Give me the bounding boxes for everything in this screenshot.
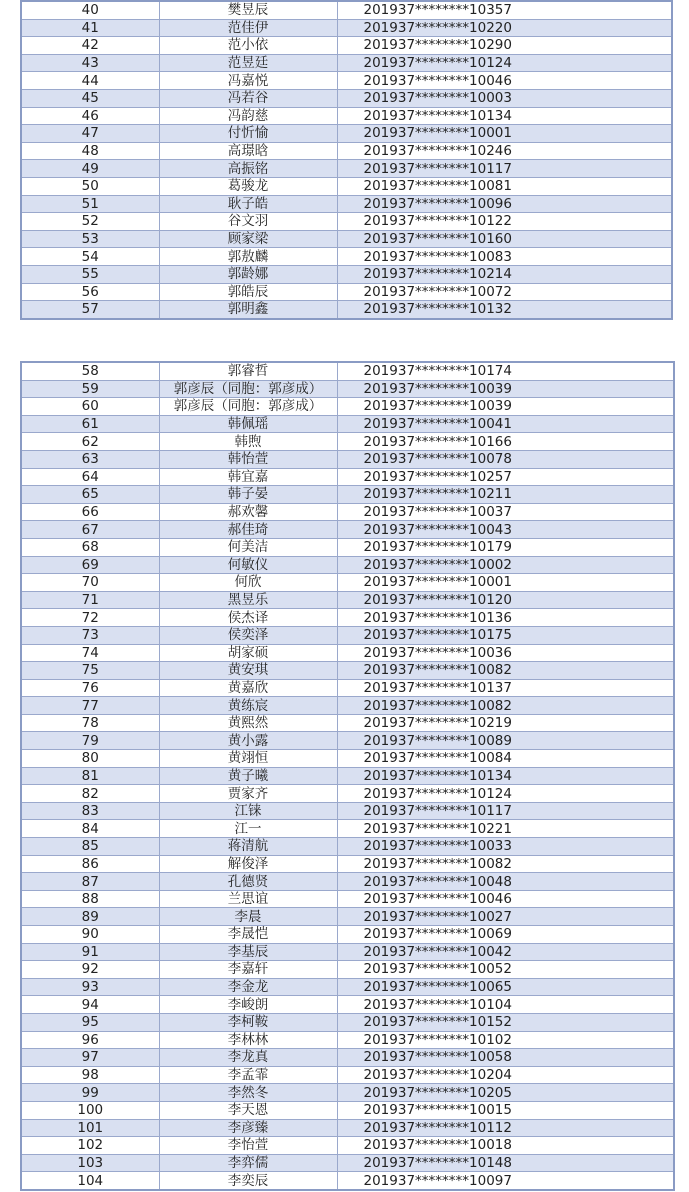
- student-id: 201937********10078: [337, 450, 674, 468]
- student-id: 201937********10083: [337, 248, 672, 266]
- row-number: 46: [21, 107, 159, 125]
- table-row: [21, 160, 672, 178]
- student-id: 201937********10027: [337, 908, 674, 926]
- student-name: 黄嘉欣: [159, 679, 337, 697]
- student-id: 201937********10039: [337, 380, 674, 398]
- row-number: 61: [21, 415, 159, 433]
- row-number: 47: [21, 125, 159, 143]
- student-name: 韩煦: [159, 433, 337, 451]
- student-name: 葛骏龙: [159, 177, 337, 195]
- student-name: 冯若谷: [159, 89, 337, 107]
- table-row: [21, 521, 674, 539]
- student-name: 解俊泽: [159, 855, 337, 873]
- table-row: [21, 1, 672, 19]
- student-id: 201937********10257: [337, 468, 674, 486]
- table-row: [21, 72, 672, 90]
- student-id: 201937********10089: [337, 732, 674, 750]
- row-number: 90: [21, 926, 159, 944]
- student-name: 李晟恺: [159, 926, 337, 944]
- student-id: 201937********10084: [337, 750, 674, 768]
- student-list-table-2: [20, 361, 675, 1191]
- student-id: 201937********10097: [337, 1172, 674, 1190]
- student-id: 201937********10001: [337, 125, 672, 143]
- student-name: 冯嘉悦: [159, 72, 337, 90]
- student-id: 201937********10357: [337, 1, 672, 19]
- student-id: 201937********10205: [337, 1084, 674, 1102]
- student-id: 201937********10003: [337, 89, 672, 107]
- student-name: 兰思谊: [159, 890, 337, 908]
- row-number: 92: [21, 961, 159, 979]
- row-number: 45: [21, 89, 159, 107]
- student-name: 李孟霏: [159, 1066, 337, 1084]
- table-row: [21, 767, 674, 785]
- row-number: 101: [21, 1119, 159, 1137]
- student-name: 李龙真: [159, 1049, 337, 1067]
- student-id: 201937********10160: [337, 230, 672, 248]
- student-name: 郝佳琦: [159, 521, 337, 539]
- student-name: 何美洁: [159, 538, 337, 556]
- table-2-body: [21, 362, 674, 1190]
- table-row: [21, 54, 672, 72]
- table-row: [21, 908, 674, 926]
- row-number: 85: [21, 838, 159, 856]
- student-name: 付忻愉: [159, 125, 337, 143]
- table-row: [21, 380, 674, 398]
- table-row: [21, 486, 674, 504]
- row-number: 42: [21, 37, 159, 55]
- student-name: 江铼: [159, 802, 337, 820]
- student-id: 201937********10048: [337, 873, 674, 891]
- table-row: [21, 230, 672, 248]
- table-row: [21, 1101, 674, 1119]
- student-name: 何欣: [159, 574, 337, 592]
- row-number: 40: [21, 1, 159, 19]
- table-row: [21, 248, 672, 266]
- student-id: 201937********10046: [337, 890, 674, 908]
- row-number: 43: [21, 54, 159, 72]
- row-number: 96: [21, 1031, 159, 1049]
- student-id: 201937********10112: [337, 1119, 674, 1137]
- student-name: 李天恩: [159, 1101, 337, 1119]
- row-number: 83: [21, 802, 159, 820]
- student-name: 耿子皓: [159, 195, 337, 213]
- table-row: [21, 644, 674, 662]
- table-row: [21, 1066, 674, 1084]
- table-row: [21, 1172, 674, 1190]
- row-number: 63: [21, 450, 159, 468]
- student-id: 201937********10246: [337, 142, 672, 160]
- student-id: 201937********10211: [337, 486, 674, 504]
- student-name: 黄翊恒: [159, 750, 337, 768]
- row-number: 97: [21, 1049, 159, 1067]
- student-id: 201937********10096: [337, 195, 672, 213]
- table-row: [21, 213, 672, 231]
- student-name: 李彦臻: [159, 1119, 337, 1137]
- table-row: [21, 662, 674, 680]
- student-id: 201937********10082: [337, 697, 674, 715]
- table-row: [21, 732, 674, 750]
- row-number: 62: [21, 433, 159, 451]
- student-id: 201937********10046: [337, 72, 672, 90]
- student-id: 201937********10137: [337, 679, 674, 697]
- row-number: 81: [21, 767, 159, 785]
- student-name: 郭明鑫: [159, 301, 337, 319]
- row-number: 49: [21, 160, 159, 178]
- row-number: 79: [21, 732, 159, 750]
- row-number: 91: [21, 943, 159, 961]
- table-row: [21, 177, 672, 195]
- table-row: [21, 785, 674, 803]
- student-id: 201937********10134: [337, 767, 674, 785]
- row-number: 57: [21, 301, 159, 319]
- student-id: 201937********10120: [337, 591, 674, 609]
- student-name: 黄熙然: [159, 714, 337, 732]
- table-row: [21, 1119, 674, 1137]
- student-id: 201937********10179: [337, 538, 674, 556]
- student-id: 201937********10104: [337, 996, 674, 1014]
- table-row: [21, 107, 672, 125]
- student-id: 201937********10166: [337, 433, 674, 451]
- row-number: 100: [21, 1101, 159, 1119]
- student-name: 高璟晗: [159, 142, 337, 160]
- table-row: [21, 1084, 674, 1102]
- table-row: [21, 398, 674, 416]
- table-row: [21, 450, 674, 468]
- student-name: 黄练宸: [159, 697, 337, 715]
- row-number: 103: [21, 1154, 159, 1172]
- row-number: 59: [21, 380, 159, 398]
- student-name: 顾家梁: [159, 230, 337, 248]
- student-id: 201937********10290: [337, 37, 672, 55]
- table-row: [21, 926, 674, 944]
- table-row: [21, 890, 674, 908]
- row-number: 56: [21, 283, 159, 301]
- row-number: 58: [21, 362, 159, 380]
- table-row: [21, 697, 674, 715]
- table-row: [21, 574, 674, 592]
- student-id: 201937********10015: [337, 1101, 674, 1119]
- row-number: 52: [21, 213, 159, 231]
- table-row: [21, 626, 674, 644]
- table-row: [21, 468, 674, 486]
- student-name: 郭睿哲: [159, 362, 337, 380]
- student-name: 胡家硕: [159, 644, 337, 662]
- student-name: 李基辰: [159, 943, 337, 961]
- table-row: [21, 195, 672, 213]
- table-row: [21, 802, 674, 820]
- student-name: 李峻朗: [159, 996, 337, 1014]
- row-number: 48: [21, 142, 159, 160]
- table-row: [21, 820, 674, 838]
- row-number: 68: [21, 538, 159, 556]
- row-number: 94: [21, 996, 159, 1014]
- row-number: 72: [21, 609, 159, 627]
- student-name: 李奕辰: [159, 1172, 337, 1190]
- row-number: 104: [21, 1172, 159, 1190]
- row-number: 64: [21, 468, 159, 486]
- student-id: 201937********10214: [337, 265, 672, 283]
- student-list-table-1: [20, 0, 673, 320]
- row-number: 87: [21, 873, 159, 891]
- table-row: [21, 1031, 674, 1049]
- student-name: 韩宜嘉: [159, 468, 337, 486]
- table-row: [21, 1137, 674, 1155]
- student-id: 201937********10037: [337, 503, 674, 521]
- student-id: 201937********10175: [337, 626, 674, 644]
- table-row: [21, 679, 674, 697]
- row-number: 66: [21, 503, 159, 521]
- student-name: 何敏仪: [159, 556, 337, 574]
- table-row: [21, 362, 674, 380]
- student-id: 201937********10220: [337, 19, 672, 37]
- student-id: 201937********10043: [337, 521, 674, 539]
- row-number: 77: [21, 697, 159, 715]
- row-number: 41: [21, 19, 159, 37]
- table-row: [21, 750, 674, 768]
- table-row: [21, 1049, 674, 1067]
- student-id: 201937********10148: [337, 1154, 674, 1172]
- student-name: 樊昱辰: [159, 1, 337, 19]
- table-row: [21, 538, 674, 556]
- table-row: [21, 961, 674, 979]
- student-name: 郭彦辰（同胞：郭彦成）: [159, 380, 337, 398]
- student-name: 郭敖麟: [159, 248, 337, 266]
- table-1-body: [21, 1, 672, 319]
- student-name: 黑昱乐: [159, 591, 337, 609]
- row-number: 93: [21, 978, 159, 996]
- student-id: 201937********10102: [337, 1031, 674, 1049]
- student-name: 冯韵慈: [159, 107, 337, 125]
- table-row: [21, 855, 674, 873]
- student-name: 郝欢馨: [159, 503, 337, 521]
- row-number: 55: [21, 265, 159, 283]
- student-name: 侯奕泽: [159, 626, 337, 644]
- table-row: [21, 1154, 674, 1172]
- row-number: 98: [21, 1066, 159, 1084]
- student-id: 201937********10018: [337, 1137, 674, 1155]
- student-id: 201937********10081: [337, 177, 672, 195]
- row-number: 71: [21, 591, 159, 609]
- row-number: 44: [21, 72, 159, 90]
- row-number: 70: [21, 574, 159, 592]
- student-name: 范小依: [159, 37, 337, 55]
- student-id: 201937********10039: [337, 398, 674, 416]
- student-id: 201937********10033: [337, 838, 674, 856]
- table-row: [21, 415, 674, 433]
- table-row: [21, 838, 674, 856]
- row-number: 69: [21, 556, 159, 574]
- student-id: 201937********10124: [337, 54, 672, 72]
- student-name: 李林林: [159, 1031, 337, 1049]
- table-row: [21, 996, 674, 1014]
- table-row: [21, 1013, 674, 1031]
- table-row: [21, 265, 672, 283]
- student-name: 郭彦辰（同胞：郭彦成）: [159, 398, 337, 416]
- student-name: 郭龄娜: [159, 265, 337, 283]
- row-number: 50: [21, 177, 159, 195]
- student-id: 201937********10069: [337, 926, 674, 944]
- student-name: 韩子晏: [159, 486, 337, 504]
- student-name: 李晨: [159, 908, 337, 926]
- student-id: 201937********10122: [337, 213, 672, 231]
- student-id: 201937********10132: [337, 301, 672, 319]
- row-number: 82: [21, 785, 159, 803]
- student-name: 侯杰译: [159, 609, 337, 627]
- student-id: 201937********10117: [337, 802, 674, 820]
- student-id: 201937********10036: [337, 644, 674, 662]
- table-row: [21, 556, 674, 574]
- student-id: 201937********10152: [337, 1013, 674, 1031]
- row-number: 73: [21, 626, 159, 644]
- row-number: 78: [21, 714, 159, 732]
- table-row: [21, 301, 672, 319]
- student-name: 韩怡萱: [159, 450, 337, 468]
- table-row: [21, 283, 672, 301]
- student-id: 201937********10058: [337, 1049, 674, 1067]
- table-row: [21, 89, 672, 107]
- row-number: 86: [21, 855, 159, 873]
- student-name: 李柯鞍: [159, 1013, 337, 1031]
- student-name: 江一: [159, 820, 337, 838]
- student-name: 孔德贤: [159, 873, 337, 891]
- table-row: [21, 978, 674, 996]
- row-number: 51: [21, 195, 159, 213]
- row-number: 65: [21, 486, 159, 504]
- student-id: 201937********10042: [337, 943, 674, 961]
- row-number: 54: [21, 248, 159, 266]
- student-id: 201937********10072: [337, 283, 672, 301]
- student-id: 201937********10082: [337, 662, 674, 680]
- student-name: 黄子曦: [159, 767, 337, 785]
- table-row: [21, 142, 672, 160]
- student-name: 李金龙: [159, 978, 337, 996]
- student-name: 贾家齐: [159, 785, 337, 803]
- student-name: 黄小露: [159, 732, 337, 750]
- student-name: 范昱廷: [159, 54, 337, 72]
- row-number: 75: [21, 662, 159, 680]
- student-id: 201937********10136: [337, 609, 674, 627]
- student-id: 201937********10219: [337, 714, 674, 732]
- table-row: [21, 19, 672, 37]
- table-row: [21, 503, 674, 521]
- student-name: 韩佩瑶: [159, 415, 337, 433]
- table-row: [21, 125, 672, 143]
- table-row: [21, 714, 674, 732]
- student-name: 谷文羽: [159, 213, 337, 231]
- student-name: 李嘉轩: [159, 961, 337, 979]
- row-number: 53: [21, 230, 159, 248]
- student-id: 201937********10001: [337, 574, 674, 592]
- student-name: 李然冬: [159, 1084, 337, 1102]
- student-name: 范佳伊: [159, 19, 337, 37]
- student-id: 201937********10174: [337, 362, 674, 380]
- row-number: 84: [21, 820, 159, 838]
- student-id: 201937********10221: [337, 820, 674, 838]
- row-number: 95: [21, 1013, 159, 1031]
- row-number: 88: [21, 890, 159, 908]
- student-id: 201937********10002: [337, 556, 674, 574]
- table-row: [21, 37, 672, 55]
- row-number: 89: [21, 908, 159, 926]
- student-id: 201937********10041: [337, 415, 674, 433]
- row-number: 80: [21, 750, 159, 768]
- student-id: 201937********10052: [337, 961, 674, 979]
- student-name: 蒋清航: [159, 838, 337, 856]
- student-name: 黄安琪: [159, 662, 337, 680]
- student-id: 201937********10082: [337, 855, 674, 873]
- student-name: 郭皓辰: [159, 283, 337, 301]
- table-row: [21, 873, 674, 891]
- table-row: [21, 433, 674, 451]
- table-row: [21, 591, 674, 609]
- student-id: 201937********10124: [337, 785, 674, 803]
- student-name: 李弈儒: [159, 1154, 337, 1172]
- row-number: 74: [21, 644, 159, 662]
- student-id: 201937********10134: [337, 107, 672, 125]
- table-row: [21, 943, 674, 961]
- table-row: [21, 609, 674, 627]
- row-number: 60: [21, 398, 159, 416]
- student-id: 201937********10117: [337, 160, 672, 178]
- student-name: 高振铭: [159, 160, 337, 178]
- row-number: 76: [21, 679, 159, 697]
- row-number: 67: [21, 521, 159, 539]
- row-number: 102: [21, 1137, 159, 1155]
- row-number: 99: [21, 1084, 159, 1102]
- student-id: 201937********10204: [337, 1066, 674, 1084]
- student-name: 李怡萱: [159, 1137, 337, 1155]
- student-id: 201937********10065: [337, 978, 674, 996]
